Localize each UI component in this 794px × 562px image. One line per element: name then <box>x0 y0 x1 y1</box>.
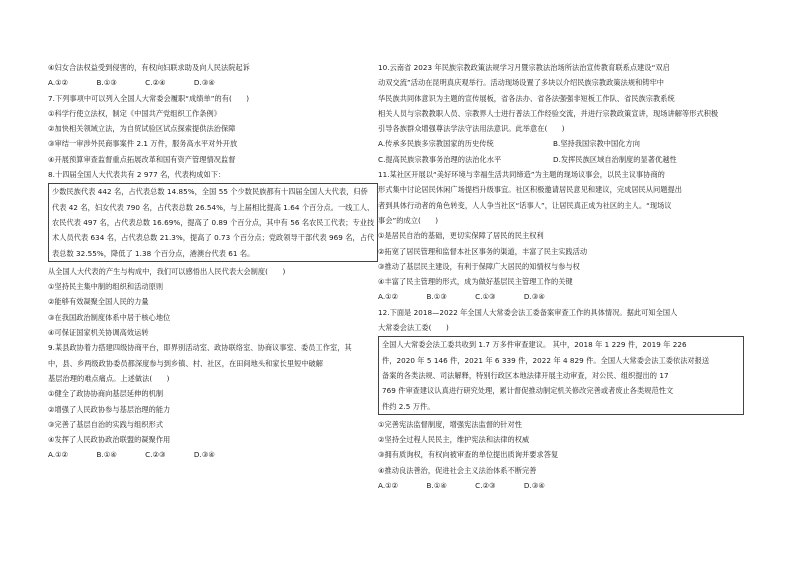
q9-option-1: ①健全了政协协商向基层延伸的机制 <box>48 389 164 399</box>
q11-stem-line: 者到具体行动者的角色转变，人人争当社区“话事人”，让居民真正成为社区的主人。“现场议 <box>378 200 672 210</box>
q9-stem-line: 9.某县政协着力搭建四级协商平台，即界别活动室、政协联络室、协商议事室、委员工作室，其 <box>48 343 352 353</box>
q8-box-line: 表总数 32.55%，降低了 1.38 个百分点，港澳台代表 61 名。 <box>52 248 255 258</box>
q9-option-4: ④发挥了人民政协政治联盟的凝聚作用 <box>48 435 171 445</box>
q6-choices: A.①② B.①③ C.②④ D.③④ <box>48 78 215 88</box>
q12-stem-line: 12.下面是 2018—2022 年全国人大常委会法工委备案审查工作的具体情况。据此可知全国人 <box>378 307 678 317</box>
q11-option-1: ①是居民自治的基础，更切实保障了居民的民主权利 <box>378 231 544 241</box>
q8-box-line: 农民代表 497 名，占代表总数 16.69%，提高了 0.89 个百分点，其中有 56 名农民工代表；专业技 <box>52 217 374 227</box>
q9-stem-line: 中，县、乡两级政协委员都深度参与到乡镇、村、社区，在田间地头和家长里短中破解 <box>48 358 324 368</box>
q12-option-4: ④推动良法善治，促进社会主义法治体系不断完善 <box>378 465 537 475</box>
q7-stem: 7.下列事项中可以列入全国人大常委会履职“成绩单”的有( ) <box>48 93 250 103</box>
q8-option-1: ①坚持民主集中制的组织和活动原则 <box>48 282 164 292</box>
q11-stem-line: 11.某社区开展以“美好环境与幸福生活共同缔造”为主题的现场议事会，以民主议事协商的 <box>378 170 665 180</box>
q12-box-line: 769 件审查建议认真进行研究处理，累计督促推动制定机关修改完善或者废止各类规范性文 <box>382 386 674 396</box>
q6-option-4: ④妇女合法权益受到侵害的，有权向妇联求助及向人民法院起诉 <box>48 63 250 72</box>
q9-choices: A.①② B.①④ C.②③ D.③④ <box>48 450 215 460</box>
q7-option-2: ②加快相关领域立法，为自贸试验区试点探索提供法治保障 <box>48 124 236 134</box>
q11-option-3: ③推动了基层民主建设，有利于保障广大居民的知情权与参与权 <box>378 261 580 271</box>
q8-box-line: 少数民族代表 442 名，占代表总数 14.85%，全国 55 个少数民族都有十四届全国人大代表，归侨 <box>52 187 368 197</box>
q9-stem-line: 基层治理的难点痛点。上述做法( ) <box>48 373 170 383</box>
q10-stem-line: 10.云南省 2023 年民族宗教政策法规学习月暨宗教法治场所法治宣传教育联系点建设“双启 <box>378 63 670 72</box>
q12-box-line: 件约 2.5 万件。 <box>382 401 435 411</box>
q8-option-4: ④可保证国家机关协调高效运转 <box>48 328 149 338</box>
q8-stem: 8.十四届全国人大代表共有 2 977 名，代表构成如下： <box>48 170 226 180</box>
q9-option-2: ②增强了人民政协参与基层治理的能力 <box>48 404 171 414</box>
q10-options-row-1: A.传承多民族多宗教国家的历史传统 B.坚持我国宗教中国化方向 <box>378 139 640 149</box>
q12-option-1: ①完善宪法监督制度，增强宪法监督的针对性 <box>378 419 523 429</box>
q8-option-3: ③在我国政治制度体系中居于核心地位 <box>48 312 171 322</box>
q11-choices: A.①② B.①③ C.①③ D.③④ <box>378 292 545 302</box>
q8-box-line: 术人员代表 634 名，占代表总数 21.3%，提高了 0.73 个百分点；党政领导干部代表 969 名，占代 <box>52 233 374 243</box>
right-column <box>378 60 744 493</box>
q10-options-row-2: C.提高民族宗教事务治理的法治化水平 D.发挥民族区域自治制度的显著优越性 <box>378 154 677 164</box>
left-column <box>48 60 378 463</box>
q8-question: 从全国人大代表的产生与构成中，我们可以感悟出人民代表大会制度( ) <box>48 266 286 276</box>
q12-material-box <box>378 336 744 414</box>
q9-option-3: ③完善了基层自治的实践与组织形式 <box>48 419 164 429</box>
q12-choices: A.①② B.①④ C.②③ D.③④ <box>378 481 545 491</box>
q11-option-4: ④丰富了民主管理的形式，成为做好基层民主管理工作的关键 <box>378 277 573 287</box>
q10-stem-line: 引导各族群众增强尊法学法守法用法意识。此举意在( ) <box>378 124 565 134</box>
q8-box-line: 代表 42 名，妇女代表 790 名，占代表总数 26.54%，与上届相比提高 1.64 个百分点。一线工人、 <box>52 202 374 212</box>
q12-option-3: ③拥有质询权，有权向被审查的单位提出质询并要求答复 <box>378 450 559 460</box>
q11-stem-line: 形式集中讨论居民休闲广场提档升级事宜。社区积极邀请居民意见和建议，完成居民从问题提出 <box>378 185 682 195</box>
q7-option-3: ③审结一审涉外民商事案件 2.1 万件，服务高水平对外开放 <box>48 139 238 149</box>
q10-stem-line: 相关人员与宗教教职人员、宗教界人士进行普法工作经验交流，并进行宗教政策宣讲，现场讲解等形式积极 <box>378 108 719 118</box>
q10-stem-line: 动双交流”活动在昆明真庆观举行。活动现场设置了多块以介绍民族宗教政策法规和铸牢中 <box>378 78 665 88</box>
q11-option-2: ②拓宽了居民管理和监督本社区事务的渠道，丰富了民主实践活动 <box>378 246 588 256</box>
q7-option-1: ①科学行使立法权，制定《中国共产党组织工作条例》 <box>48 108 221 118</box>
q11-stem-line: 事会”的成立( ) <box>378 215 439 225</box>
q8-option-2: ②能够有效凝聚全国人民的力量 <box>48 297 149 307</box>
q12-box-line: 全国人大常委会法工委共收到 1.7 万多件审查建议。 其中，2018 年 1 229 件，2019 年 226 <box>382 340 687 350</box>
q12-option-2: ②坚持全过程人民民主，维护宪法和法律的权威 <box>378 435 530 445</box>
q10-stem-line: 华民族共同体意识为主题的宣传展板，省各法办、省各法强强非短板工作队、省民族宗教系统 <box>378 93 675 103</box>
q12-box-line: 备案的各类法规、司法解释，特别行政区本地法律开展主动审查，对公民、组织提出的 17 <box>382 370 669 380</box>
q12-stem-line: 大常委会法工委( ) <box>378 323 449 333</box>
q7-option-4: ④开展预算审查监督重点拓展改革和国有资产管理情况监督 <box>48 154 236 164</box>
q8-material-box <box>48 183 378 261</box>
q12-box-line: 件，2020 年 5 146 件，2021 年 6 339 件，2022 年 4 829 件。全国人大常委会法工委依法对报送 <box>382 355 710 365</box>
